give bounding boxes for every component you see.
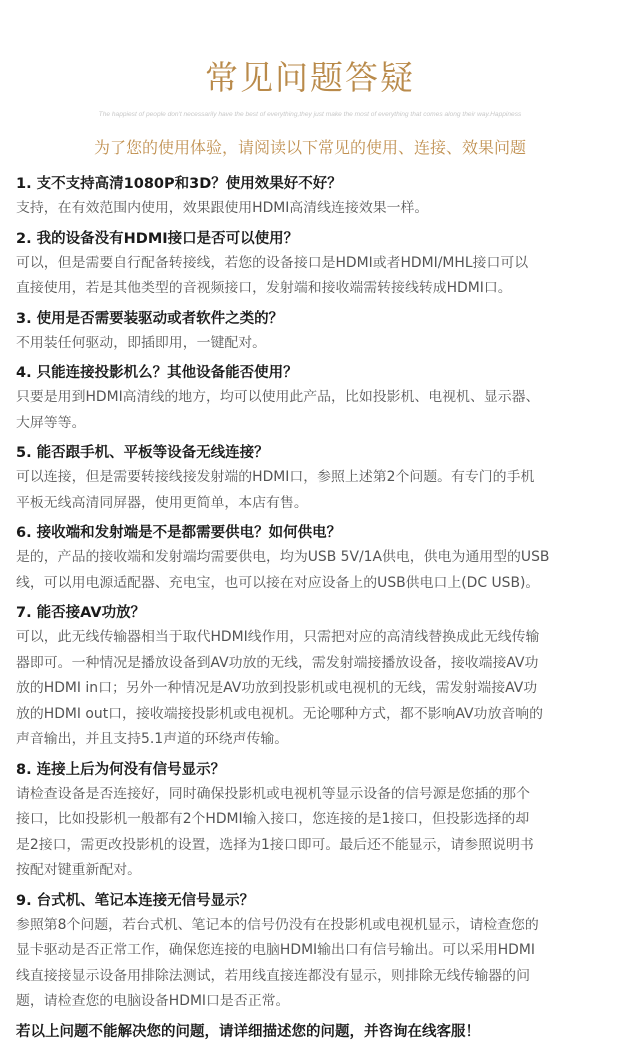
faq-answer-line: 参照第8个问题，若台式机、笔记本的信号仍没有在投影机或电视机显示，请检查您的 [16,916,539,933]
faq-answer-line: 器即可。一种情况是播放设备到AV功放的无线，需发射端接播放设备，接收端接AV功 [16,654,539,671]
faq-question: 6. 接收端和发射端是不是都需要供电？如何供电？ [16,525,342,541]
faq-question: 9. 台式机、笔记本连接无信号显示？ [16,892,255,909]
faq-answer [16,782,612,884]
faq-answer-line: 声音输出，并且支持5.1声道的环绕声传输。 [16,731,289,747]
faq-answer-line: 可以，此无线传输器相当于取代HDMI线作用，只需把对应的高清线替换成此无线传输 [16,629,540,645]
faq-list [16,172,612,1044]
faq-answer-line: 只要是用到HDMI高清线的地方，均可以使用此产品，比如投影机、电视机、显示器、 [16,389,540,405]
faq-item [16,441,612,516]
faq-item [16,172,612,222]
faq-question: 3. 使用是否需要装驱动或者软件之类的？ [16,310,284,327]
faq-answer-line: 不用装任何驱动，即插即用，一键配对。 [16,334,267,351]
faq-answer-line: 放的HDMI out口，接收端接投影机或电视机。无论哪种方式，都不影响AV功放音响的 [16,705,544,722]
faq-item [16,601,612,753]
faq-answer [16,251,612,302]
faq-question: 7. 能否接AV功放？ [16,605,146,621]
faq-answer-line: 是的，产品的接收端和发射端均需要供电，均为USB 5V/1A供电，供电为通用型的USB [16,549,550,565]
faq-answer-line: 线，可以用电源适配器、充电宝，也可以接在对应设备上的USB供电口上(DC USB)。 [16,574,540,591]
faq-answer [16,331,612,357]
page-title: 常见问题答疑 [205,58,415,97]
faq-answer-line: 请检查设备是否连接好，同时确保投影机或电视机等显示设备的信号源是您插的那个 [16,785,530,802]
english-tagline: The happiest of people don't necessarily have the best of everything,they just make the most of everything that comes along their way.Happiness [98,111,522,118]
faq-answer-line: 是2接口，需更改投影机的设置，选择为1接口即可。最后还不能显示，请参照说明书 [16,836,534,853]
faq-question: 1. 支不支持高清1080P和3D？使用效果好不好？ [16,176,342,192]
faq-answer-line: 平板无线高清同屏器，使用更简单，本店有售。 [16,494,308,511]
faq-answer-line: 支持，在有效范围内使用，效果跟使用HDMI高清线连接效果一样。 [16,200,429,216]
faq-answer [16,385,612,436]
faq-item [16,307,612,357]
faq-answer-line: 题，请检查您的电脑设备HDMI口是否正常。 [16,993,290,1009]
faq-question: 5. 能否跟手机、平板等设备无线连接？ [16,445,269,461]
faq-answer [16,625,612,753]
faq-question: 2. 我的设备没有HDMI接口是否可以使用？ [16,230,299,247]
faq-answer-line: 显卡驱动是否正常工作，确保您连接的电脑HDMI输出口有信号输出。可以采用HDMI [16,942,535,958]
faq-answer [16,913,612,1015]
faq-item [16,758,612,884]
faq-answer-line: 放的HDMI in口；另外一种情况是AV功放到投影机或电视机的无线，需发射端接AV功 [16,680,538,696]
faq-answer-line: 接口，比如投影机一般都有2个HDMI输入接口，您连接的是1接口，但投影选择的却 [16,811,530,827]
faq-answer [16,465,612,516]
faq-item [16,361,612,436]
faq-item [16,521,612,596]
faq-item [16,889,612,1015]
faq-answer [16,545,612,596]
faq-answer [16,196,612,222]
faq-answer-line: 大屏等等。 [16,414,86,431]
faq-answer-line: 直接使用，若是其他类型的音视频接口，发射端和接收端需转接线转成HDMI口。 [16,280,512,296]
faq-answer-line: 可以，但是需要自行配备转接线，若您的设备接口是HDMI或者HDMI/MHL接口可以 [16,254,529,271]
faq-question: 8. 连接上后为何没有信号显示？ [16,761,226,778]
faq-answer-line: 按配对键重新配对。 [16,862,142,878]
closing-note: 若以上问题不能解决您的问题，请详细描述您的问题，并咨询在线客服！ [16,1023,480,1040]
faq-answer-line: 线直接接显示设备用排除法测试，若用线直接连都没有显示，则排除无线传输器的问 [16,967,530,984]
intro-text: 为了您的使用体验，请阅读以下常见的使用、连接、效果问题 [93,138,526,157]
faq-item [16,227,612,302]
faq-question: 4. 只能连接投影机么？其他设备能否使用？ [16,365,298,381]
faq-answer-line: 可以连接，但是需要转接线接发射端的HDMI口，参照上述第2个问题。有专门的手机 [16,469,535,485]
